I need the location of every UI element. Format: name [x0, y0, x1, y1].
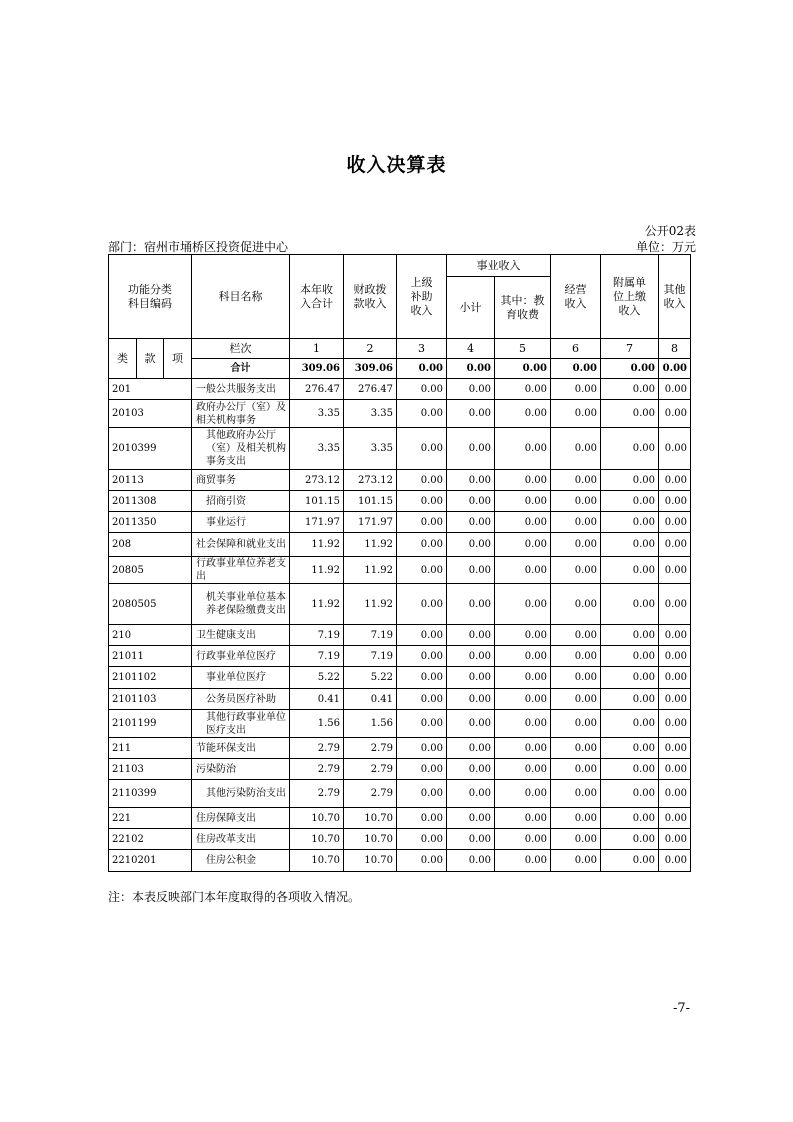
header-subject-name: 科目名称 — [192, 255, 290, 339]
row-value: 2.79 — [290, 780, 344, 808]
row-value: 0.00 — [659, 667, 691, 689]
table-row — [109, 379, 691, 400]
row-value: 273.12 — [290, 470, 344, 491]
row-value: 0.00 — [397, 379, 447, 400]
row-value: 11.92 — [344, 584, 397, 625]
row-code: 2080505 — [109, 584, 192, 625]
row-name: 行政事业单位养老支出 — [192, 557, 290, 584]
row-value: 0.00 — [601, 533, 659, 557]
row-code: 201 — [109, 379, 192, 400]
header-total-income: 本年收 入合计 — [290, 255, 344, 339]
row-value: 7.19 — [344, 625, 397, 646]
row-value: 0.00 — [495, 829, 551, 850]
table-row — [109, 512, 691, 533]
row-value: 0.00 — [397, 625, 447, 646]
row-value: 11.92 — [344, 557, 397, 584]
row-value: 0.00 — [601, 491, 659, 512]
row-value: 0.00 — [397, 400, 447, 428]
row-value: 0.00 — [551, 759, 601, 780]
row-code: 2101102 — [109, 667, 192, 689]
row-value: 0.00 — [601, 850, 659, 872]
table-row — [109, 428, 691, 470]
row-value: 0.41 — [344, 689, 397, 710]
row-value: 2.79 — [344, 738, 397, 759]
row-value: 0.00 — [447, 470, 495, 491]
public-table-label: 公开02表 — [644, 224, 696, 238]
row-value: 0.00 — [551, 428, 601, 470]
row-value: 11.92 — [290, 533, 344, 557]
col-num: 6 — [551, 339, 601, 359]
table-row — [109, 470, 691, 491]
page-title: 收入决算表 — [346, 154, 447, 176]
row-code: 2101103 — [109, 689, 192, 710]
row-value: 171.97 — [344, 512, 397, 533]
row-value: 7.19 — [290, 625, 344, 646]
row-value: 11.92 — [344, 533, 397, 557]
row-code: 210 — [109, 625, 192, 646]
row-value: 0.00 — [495, 850, 551, 872]
header-education: 其中：教 育收费 — [495, 277, 551, 339]
row-value: 0.00 — [397, 689, 447, 710]
row-value: 0.00 — [397, 667, 447, 689]
row-value: 0.00 — [495, 625, 551, 646]
row-value: 0.00 — [495, 667, 551, 689]
row-value: 0.00 — [447, 850, 495, 872]
total-value: 309.06 — [290, 359, 344, 379]
row-value: 0.00 — [659, 533, 691, 557]
table-note: 注：本表反映部门本年度取得的各项收入情况。 — [108, 890, 361, 904]
row-value: 0.00 — [551, 491, 601, 512]
row-name: 政府办公厅（室）及相关机构事务 — [192, 400, 290, 428]
header-func-class: 功能分类 科目编码 — [109, 255, 192, 339]
row-code: 2210201 — [109, 850, 192, 872]
row-value: 7.19 — [290, 646, 344, 667]
row-value: 0.00 — [659, 850, 691, 872]
row-value: 0.00 — [659, 400, 691, 428]
row-value: 0.00 — [551, 533, 601, 557]
row-value: 0.00 — [397, 584, 447, 625]
row-value: 0.00 — [601, 710, 659, 738]
total-value: 0.00 — [447, 359, 495, 379]
table-row — [109, 689, 691, 710]
row-value: 0.00 — [397, 829, 447, 850]
header-lanci: 栏次 — [192, 339, 290, 359]
row-value: 171.97 — [290, 512, 344, 533]
row-value: 0.00 — [447, 808, 495, 829]
row-value: 10.70 — [344, 829, 397, 850]
total-value: 0.00 — [495, 359, 551, 379]
row-code: 20805 — [109, 557, 192, 584]
table-row — [109, 759, 691, 780]
row-code: 211 — [109, 738, 192, 759]
row-value: 0.00 — [601, 557, 659, 584]
row-value: 0.00 — [397, 557, 447, 584]
row-value: 0.00 — [495, 808, 551, 829]
total-label: 合计 — [192, 359, 290, 379]
row-value: 0.00 — [447, 533, 495, 557]
row-code: 20103 — [109, 400, 192, 428]
total-row — [109, 359, 691, 379]
row-value: 10.70 — [290, 850, 344, 872]
table-row — [109, 738, 691, 759]
row-value: 0.00 — [659, 759, 691, 780]
row-value: 0.00 — [495, 759, 551, 780]
row-value: 0.41 — [290, 689, 344, 710]
row-code: 2010399 — [109, 428, 192, 470]
row-value: 5.22 — [290, 667, 344, 689]
row-value: 0.00 — [601, 689, 659, 710]
header-row-1 — [109, 255, 691, 277]
col-num: 7 — [601, 339, 659, 359]
row-value: 276.47 — [344, 379, 397, 400]
row-value: 0.00 — [659, 780, 691, 808]
col-num: 3 — [397, 339, 447, 359]
row-value: 3.35 — [290, 428, 344, 470]
row-value: 0.00 — [659, 428, 691, 470]
row-value: 0.00 — [495, 646, 551, 667]
row-value: 0.00 — [447, 512, 495, 533]
row-value: 0.00 — [601, 428, 659, 470]
table-row — [109, 533, 691, 557]
col-num: 5 — [495, 339, 551, 359]
row-name: 卫生健康支出 — [192, 625, 290, 646]
row-value: 0.00 — [397, 428, 447, 470]
col-num: 1 — [290, 339, 344, 359]
row-value: 0.00 — [495, 557, 551, 584]
page-number: -7- — [672, 1001, 690, 1016]
row-name: 节能环保支出 — [192, 738, 290, 759]
row-name: 行政事业单位医疗 — [192, 646, 290, 667]
table-row — [109, 850, 691, 872]
row-value: 0.00 — [397, 646, 447, 667]
row-value: 1.56 — [344, 710, 397, 738]
row-value: 0.00 — [659, 808, 691, 829]
row-value: 3.35 — [344, 428, 397, 470]
row-name: 污染防治 — [192, 759, 290, 780]
row-value: 0.00 — [551, 780, 601, 808]
total-value: 0.00 — [659, 359, 691, 379]
row-code: 22102 — [109, 829, 192, 850]
row-value: 0.00 — [495, 584, 551, 625]
row-value: 10.70 — [290, 829, 344, 850]
row-value: 0.00 — [601, 808, 659, 829]
row-value: 0.00 — [495, 400, 551, 428]
table-row — [109, 400, 691, 428]
row-value: 0.00 — [551, 379, 601, 400]
row-value: 11.92 — [290, 557, 344, 584]
row-value: 11.92 — [290, 584, 344, 625]
row-value: 0.00 — [659, 738, 691, 759]
row-value: 0.00 — [551, 400, 601, 428]
row-value: 0.00 — [659, 689, 691, 710]
row-value: 2.79 — [344, 759, 397, 780]
row-value: 0.00 — [447, 710, 495, 738]
header-kuan: 款 — [137, 339, 164, 379]
row-name: 住房保障支出 — [192, 808, 290, 829]
row-value: 1.56 — [290, 710, 344, 738]
row-value: 0.00 — [495, 780, 551, 808]
row-value: 0.00 — [447, 557, 495, 584]
header-operating: 经营 收入 — [551, 255, 601, 339]
row-value: 0.00 — [495, 491, 551, 512]
header-superior: 上级 补助 收入 — [397, 255, 447, 339]
row-value: 7.19 — [344, 646, 397, 667]
unit-label: 单位：万元 — [635, 240, 696, 254]
row-name: 公务员医疗补助 — [192, 689, 290, 710]
row-value: 0.00 — [659, 829, 691, 850]
row-name: 一般公共服务支出 — [192, 379, 290, 400]
row-value: 0.00 — [659, 584, 691, 625]
row-value: 0.00 — [397, 808, 447, 829]
row-name: 招商引资 — [192, 491, 290, 512]
row-value: 2.79 — [290, 738, 344, 759]
row-value: 0.00 — [447, 625, 495, 646]
row-value: 273.12 — [344, 470, 397, 491]
row-value: 0.00 — [601, 646, 659, 667]
row-value: 0.00 — [601, 759, 659, 780]
row-value: 0.00 — [601, 667, 659, 689]
row-value: 0.00 — [447, 379, 495, 400]
row-value: 0.00 — [447, 646, 495, 667]
row-value: 0.00 — [447, 759, 495, 780]
row-value: 0.00 — [397, 850, 447, 872]
column-index-row — [109, 339, 691, 359]
header-xiang: 项 — [164, 339, 192, 379]
row-value: 0.00 — [551, 738, 601, 759]
table-row — [109, 808, 691, 829]
table-row — [109, 829, 691, 850]
row-value: 0.00 — [551, 689, 601, 710]
total-value: 0.00 — [397, 359, 447, 379]
row-value: 0.00 — [495, 512, 551, 533]
row-value: 0.00 — [447, 428, 495, 470]
col-num: 2 — [344, 339, 397, 359]
table-row — [109, 584, 691, 625]
row-code: 2011308 — [109, 491, 192, 512]
row-value: 0.00 — [397, 533, 447, 557]
row-name: 其他行政事业单位医疗支出 — [192, 710, 290, 738]
row-value: 0.00 — [601, 829, 659, 850]
row-value: 10.70 — [344, 808, 397, 829]
row-value: 101.15 — [344, 491, 397, 512]
row-value: 0.00 — [447, 400, 495, 428]
row-value: 0.00 — [601, 470, 659, 491]
row-value: 0.00 — [495, 533, 551, 557]
header-subtotal: 小计 — [447, 277, 495, 339]
row-value: 0.00 — [397, 780, 447, 808]
row-value: 0.00 — [551, 808, 601, 829]
table-row — [109, 667, 691, 689]
row-value: 0.00 — [601, 738, 659, 759]
row-name: 其他政府办公厅（室）及相关机构事务支出 — [192, 428, 290, 470]
row-value: 0.00 — [397, 470, 447, 491]
row-value: 10.70 — [344, 850, 397, 872]
row-value: 0.00 — [601, 400, 659, 428]
row-value: 0.00 — [495, 379, 551, 400]
row-code: 21011 — [109, 646, 192, 667]
row-value: 0.00 — [551, 829, 601, 850]
row-value: 0.00 — [397, 759, 447, 780]
col-num: 4 — [447, 339, 495, 359]
row-value: 0.00 — [551, 850, 601, 872]
row-value: 0.00 — [659, 557, 691, 584]
row-code: 20113 — [109, 470, 192, 491]
row-value: 0.00 — [601, 379, 659, 400]
row-value: 0.00 — [659, 491, 691, 512]
row-value: 0.00 — [397, 491, 447, 512]
row-value: 0.00 — [397, 512, 447, 533]
row-value: 0.00 — [659, 379, 691, 400]
header-lei: 类 — [109, 339, 137, 379]
table-row — [109, 646, 691, 667]
row-value: 0.00 — [601, 584, 659, 625]
row-name: 事业运行 — [192, 512, 290, 533]
row-name: 商贸事务 — [192, 470, 290, 491]
row-name: 机关事业单位基本养老保险缴费支出 — [192, 584, 290, 625]
row-value: 0.00 — [397, 738, 447, 759]
table-row — [109, 710, 691, 738]
total-value: 309.06 — [344, 359, 397, 379]
row-value: 0.00 — [495, 470, 551, 491]
row-value: 0.00 — [659, 470, 691, 491]
row-name: 住房改革支出 — [192, 829, 290, 850]
row-value: 0.00 — [447, 780, 495, 808]
row-value: 0.00 — [551, 584, 601, 625]
row-value: 0.00 — [447, 491, 495, 512]
row-value: 2.79 — [344, 780, 397, 808]
row-name: 其他污染防治支出 — [192, 780, 290, 808]
row-code: 2110399 — [109, 780, 192, 808]
row-code: 2011350 — [109, 512, 192, 533]
row-code: 21103 — [109, 759, 192, 780]
row-value: 0.00 — [447, 689, 495, 710]
row-value: 101.15 — [290, 491, 344, 512]
row-value: 0.00 — [495, 428, 551, 470]
row-value: 3.35 — [344, 400, 397, 428]
row-value: 0.00 — [447, 584, 495, 625]
row-value: 10.70 — [290, 808, 344, 829]
row-value: 0.00 — [601, 512, 659, 533]
row-code: 208 — [109, 533, 192, 557]
row-value: 0.00 — [659, 646, 691, 667]
row-value: 0.00 — [447, 738, 495, 759]
income-table — [108, 254, 691, 872]
header-affiliated: 附属单 位上缴 收入 — [601, 255, 659, 339]
row-value: 276.47 — [290, 379, 344, 400]
row-code: 221 — [109, 808, 192, 829]
row-value: 2.79 — [290, 759, 344, 780]
row-value: 0.00 — [551, 710, 601, 738]
row-value: 0.00 — [495, 710, 551, 738]
row-value: 3.35 — [290, 400, 344, 428]
row-value: 0.00 — [551, 667, 601, 689]
table-row — [109, 625, 691, 646]
row-value: 0.00 — [495, 689, 551, 710]
row-value: 0.00 — [551, 512, 601, 533]
row-value: 0.00 — [447, 829, 495, 850]
row-value: 0.00 — [495, 738, 551, 759]
row-value: 0.00 — [659, 710, 691, 738]
table-row — [109, 557, 691, 584]
row-value: 0.00 — [601, 625, 659, 646]
row-value: 0.00 — [551, 646, 601, 667]
header-fiscal: 财政拨 款收入 — [344, 255, 397, 339]
row-value: 0.00 — [659, 512, 691, 533]
row-value: 0.00 — [447, 667, 495, 689]
row-value: 0.00 — [659, 625, 691, 646]
row-value: 0.00 — [601, 780, 659, 808]
row-value: 5.22 — [344, 667, 397, 689]
table-body — [109, 255, 691, 872]
col-num: 8 — [659, 339, 691, 359]
row-value: 0.00 — [397, 710, 447, 738]
total-value: 0.00 — [601, 359, 659, 379]
row-name: 社会保障和就业支出 — [192, 533, 290, 557]
table-row — [109, 491, 691, 512]
table-row — [109, 780, 691, 808]
header-other: 其他 收入 — [659, 255, 691, 339]
header-business-group: 事业收入 — [447, 255, 551, 277]
row-code: 2101199 — [109, 710, 192, 738]
department-label: 部门：宿州市埇桥区投资促进中心 — [108, 240, 289, 254]
total-value: 0.00 — [551, 359, 601, 379]
row-name: 住房公积金 — [192, 850, 290, 872]
row-value: 0.00 — [551, 625, 601, 646]
row-name: 事业单位医疗 — [192, 667, 290, 689]
row-value: 0.00 — [551, 470, 601, 491]
row-value: 0.00 — [551, 557, 601, 584]
